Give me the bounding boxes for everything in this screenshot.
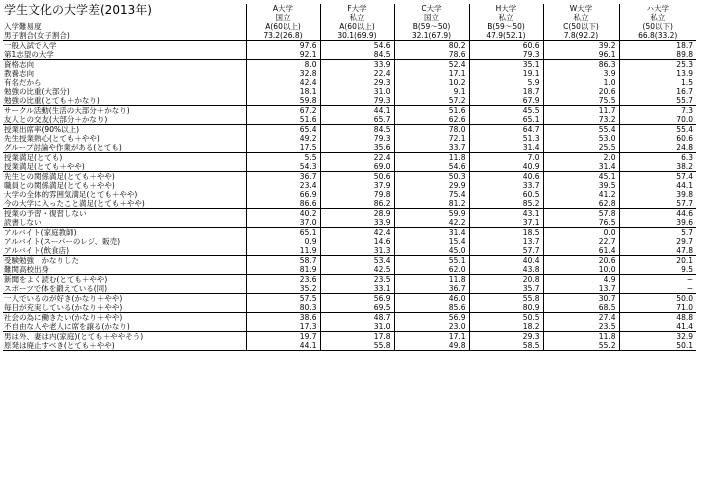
value-cell: 49.2	[246, 134, 320, 143]
table-row	[3, 313, 696, 323]
value-cell: 67.9	[469, 96, 543, 106]
university-type: 私立	[619, 13, 696, 22]
university-name: W大学	[543, 4, 619, 13]
value-cell: 60.6	[619, 134, 696, 143]
value-cell: 17.3	[246, 322, 320, 332]
table-row	[3, 332, 696, 342]
value-cell: 50.5	[469, 313, 543, 323]
value-cell: 35.2	[246, 284, 320, 294]
university-name: F大学	[320, 4, 394, 13]
row-label: 難関高校出身	[4, 265, 49, 274]
table-row	[3, 199, 696, 209]
value-cell: 38.2	[619, 162, 696, 172]
value-cell: 44.1	[619, 181, 696, 190]
value-cell: 17.1	[394, 332, 469, 342]
value-cell: 81.9	[246, 265, 320, 275]
value-cell: 64.7	[469, 125, 543, 135]
university-name: H大学	[469, 4, 543, 13]
value-cell: 35.7	[469, 284, 543, 294]
male-ratio: 66.8(33.2)	[619, 31, 696, 41]
male-ratio: 47.9(52.1)	[469, 31, 543, 41]
value-cell: 45.1	[543, 172, 619, 182]
row-label: 原発は廃止すべき(とても＋やや)	[3, 341, 246, 351]
value-cell: 18.1	[246, 87, 320, 96]
value-cell: 25.5	[543, 143, 619, 153]
value-cell: 16.7	[619, 87, 696, 96]
value-cell: 49.8	[394, 341, 469, 351]
value-cell: 65.1	[469, 115, 543, 125]
table-row	[3, 87, 696, 96]
value-cell: −	[619, 275, 696, 285]
value-cell: 45.0	[394, 246, 469, 256]
table-row	[3, 256, 696, 266]
value-cell: 38.6	[246, 313, 320, 323]
value-cell: 62.6	[394, 115, 469, 125]
value-cell: 13.9	[619, 69, 696, 78]
value-cell: 29.7	[619, 237, 696, 246]
value-cell: 55.4	[543, 125, 619, 135]
value-cell: 60.5	[469, 190, 543, 199]
row-label: 友人との交友(大部分＋かなり)	[4, 115, 108, 124]
value-cell: 92.1	[246, 50, 320, 60]
value-cell: 41.4	[619, 322, 696, 332]
value-cell: 31.4	[469, 143, 543, 153]
row-label: 先生授業熱心(とても＋やや)	[4, 134, 100, 143]
value-cell: 19.7	[246, 332, 320, 342]
value-cell: 13.7	[469, 237, 543, 246]
row-label: 読書しない	[4, 218, 42, 227]
row-label: 一般入試で入学	[3, 41, 246, 51]
value-cell: 14.6	[320, 237, 394, 246]
university-name: ハ大学	[619, 4, 696, 13]
table-row	[3, 218, 696, 228]
value-cell: 78.0	[394, 125, 469, 135]
value-cell: 11.8	[394, 275, 469, 285]
value-cell: 33.7	[469, 181, 543, 190]
table-row	[3, 143, 696, 153]
value-cell: 11.8	[543, 332, 619, 342]
value-cell: 46.0	[394, 294, 469, 304]
value-cell: 31.4	[394, 228, 469, 238]
university-rank: A(60以上)	[320, 22, 394, 31]
value-cell: 5.7	[619, 228, 696, 238]
value-cell: 57.7	[619, 199, 696, 209]
value-cell: 84.5	[320, 50, 394, 60]
value-cell: 22.4	[320, 153, 394, 163]
value-cell: 80.2	[394, 41, 469, 51]
value-cell: 56.9	[320, 294, 394, 304]
value-cell: 32.9	[619, 332, 696, 342]
table-row	[3, 69, 696, 78]
value-cell: 39.6	[619, 218, 696, 228]
value-cell: 36.7	[246, 172, 320, 182]
value-cell: 5.9	[469, 78, 543, 87]
value-cell: 33.9	[320, 60, 394, 70]
table-row	[3, 228, 696, 238]
value-cell: 24.8	[619, 143, 696, 153]
value-cell: 18.2	[469, 322, 543, 332]
university-type: 国立	[394, 13, 469, 22]
value-cell: 31.0	[320, 87, 394, 96]
row-label: 今の大学に入ったこと満足(とても＋やや)	[4, 199, 145, 208]
value-cell: 65.1	[246, 228, 320, 238]
value-cell: 23.5	[320, 275, 394, 285]
value-cell: 29.3	[469, 332, 543, 342]
table-row	[3, 96, 696, 106]
value-cell: 18.7	[619, 41, 696, 51]
value-cell: 56.9	[394, 313, 469, 323]
page-title: 学生文化の大学差(2013年)	[4, 3, 152, 17]
value-cell: 23.4	[246, 181, 320, 190]
value-cell: 79.3	[320, 134, 394, 143]
university-type: 国立	[246, 13, 320, 22]
row-label: 第1志望の大学	[4, 50, 54, 59]
table-row	[3, 237, 696, 246]
value-cell: 11.9	[246, 246, 320, 256]
value-cell: 70.0	[619, 115, 696, 125]
value-cell: 57.5	[246, 294, 320, 304]
value-cell: 68.5	[543, 303, 619, 313]
table-row	[3, 275, 696, 285]
male-ratio: 73.2(26.8)	[246, 31, 320, 41]
value-cell: 79.8	[320, 190, 394, 199]
value-cell: 81.2	[394, 199, 469, 209]
value-cell: 7.0	[469, 153, 543, 163]
value-cell: 20.1	[619, 256, 696, 266]
value-cell: 39.5	[543, 181, 619, 190]
value-cell: 23.0	[394, 322, 469, 332]
value-cell: 20.8	[469, 275, 543, 285]
value-cell: 7.3	[619, 106, 696, 116]
value-cell: 17.5	[246, 143, 320, 153]
value-cell: 50.0	[619, 294, 696, 304]
value-cell: 35.6	[320, 143, 394, 153]
value-cell: 39.8	[619, 190, 696, 199]
table-row	[3, 265, 696, 275]
table-row	[3, 106, 696, 116]
value-cell: 23.6	[246, 275, 320, 285]
value-cell: 1.5	[619, 78, 696, 87]
row-label: アルバイト(スーパーのレジ、販売)	[4, 237, 120, 246]
value-cell: 15.4	[394, 237, 469, 246]
value-cell: 31.4	[543, 162, 619, 172]
value-cell: 11.7	[543, 106, 619, 116]
university-type: 私立	[469, 13, 543, 22]
value-cell: 86.2	[320, 199, 394, 209]
rank-row-label: 入学難易度	[4, 22, 42, 31]
row-label: 一人でいるのが好き(かなり＋やや)	[3, 294, 246, 304]
value-cell: 65.7	[320, 115, 394, 125]
value-cell: 9.5	[619, 265, 696, 275]
university-rank: (50以下)	[619, 22, 696, 31]
value-cell: 96.1	[543, 50, 619, 60]
value-cell: 42.4	[320, 228, 394, 238]
value-cell: 86.3	[543, 60, 619, 70]
value-cell: 52.4	[394, 60, 469, 70]
value-cell: 31.0	[320, 322, 394, 332]
row-label: 男は外、妻は内(家庭)(とても＋ややそう)	[3, 332, 246, 342]
value-cell: 37.9	[320, 181, 394, 190]
value-cell: 80.3	[246, 303, 320, 313]
row-label: 新聞をよく読む(とても＋やや)	[3, 275, 246, 285]
value-cell: 19.1	[469, 69, 543, 78]
value-cell: 29.3	[320, 78, 394, 87]
value-cell: 57.4	[619, 172, 696, 182]
row-label: 勉強の比重(大部分)	[4, 87, 70, 96]
university-name: A大学	[246, 4, 320, 13]
table-row	[3, 341, 696, 351]
value-cell: 23.5	[543, 322, 619, 332]
university-rank: B(59〜50)	[469, 22, 543, 31]
row-label: アルバイト(家庭教師)	[3, 228, 246, 238]
value-cell: 55.4	[619, 125, 696, 135]
value-cell: 2.0	[543, 153, 619, 163]
row-label: 教養志向	[4, 69, 34, 78]
value-cell: 37.0	[246, 218, 320, 228]
table-row	[3, 294, 696, 304]
value-cell: 42.2	[394, 218, 469, 228]
male-ratio: 7.8(92.2)	[543, 31, 619, 41]
value-cell: 58.7	[246, 256, 320, 266]
row-label: 資格志向	[3, 60, 246, 70]
table-row	[3, 115, 696, 125]
value-cell: 28.9	[320, 209, 394, 219]
row-label: 職員との関係満足(とても＋やや)	[4, 181, 115, 190]
value-cell: 79.3	[469, 50, 543, 60]
value-cell: 18.7	[469, 87, 543, 96]
value-cell: 51.3	[469, 134, 543, 143]
ratio-row-label: 男子割合(女子割合)	[3, 31, 246, 41]
value-cell: 54.6	[394, 162, 469, 172]
row-label: 大学の全体的雰囲気満足(とても＋やや)	[4, 190, 138, 199]
table-row	[3, 322, 696, 332]
value-cell: 55.8	[469, 294, 543, 304]
value-cell: 59.8	[246, 96, 320, 106]
row-label: 社会の為に働きたい(かなり＋やや)	[3, 313, 246, 323]
male-ratio: 30.1(69.9)	[320, 31, 394, 41]
value-cell: 18.5	[469, 228, 543, 238]
value-cell: 69.5	[320, 303, 394, 313]
table-row	[3, 246, 696, 256]
comparison-table	[3, 4, 696, 351]
value-cell: 75.5	[543, 96, 619, 106]
value-cell: 32.8	[246, 69, 320, 78]
value-cell: 55.1	[394, 256, 469, 266]
value-cell: 17.1	[394, 69, 469, 78]
row-label: 授業満足(とても＋やや)	[4, 162, 85, 171]
value-cell: 69.0	[320, 162, 394, 172]
value-cell: 40.9	[469, 162, 543, 172]
value-cell: 36.7	[394, 284, 469, 294]
row-label: 授業満足(とても)	[3, 153, 246, 163]
table-row	[3, 41, 696, 51]
value-cell: 33.1	[320, 284, 394, 294]
value-cell: 76.5	[543, 218, 619, 228]
value-cell: 31.3	[320, 246, 394, 256]
value-cell: 57.8	[543, 209, 619, 219]
value-cell: 54.3	[246, 162, 320, 172]
value-cell: 44.1	[320, 106, 394, 116]
value-cell: 84.5	[320, 125, 394, 135]
row-label: 受験勉強 かなりした	[3, 256, 246, 266]
value-cell: 85.2	[469, 199, 543, 209]
table-row	[3, 125, 696, 135]
value-cell: 42.4	[246, 78, 320, 87]
value-cell: 85.6	[394, 303, 469, 313]
value-cell: 3.9	[543, 69, 619, 78]
value-cell: 30.7	[543, 294, 619, 304]
value-cell: 71.0	[619, 303, 696, 313]
table-row	[3, 172, 696, 182]
value-cell: 51.6	[246, 115, 320, 125]
table-row	[3, 153, 696, 163]
value-cell: 80.9	[469, 303, 543, 313]
value-cell: 75.4	[394, 190, 469, 199]
value-cell: 22.4	[320, 69, 394, 78]
value-cell: 37.1	[469, 218, 543, 228]
table-header	[3, 4, 696, 41]
value-cell: 40.6	[469, 172, 543, 182]
row-label: 勉強の比重(とても＋かなり)	[4, 96, 100, 105]
value-cell: 62.8	[543, 199, 619, 209]
value-cell: 39.2	[543, 41, 619, 51]
value-cell: 72.1	[394, 134, 469, 143]
value-cell: 57.7	[469, 246, 543, 256]
value-cell: 67.2	[246, 106, 320, 116]
value-cell: 57.2	[394, 96, 469, 106]
table-row	[3, 284, 696, 294]
value-cell: 5.5	[246, 153, 320, 163]
value-cell: 65.4	[246, 125, 320, 135]
value-cell: 1.0	[543, 78, 619, 87]
value-cell: 13.7	[543, 284, 619, 294]
table-row	[3, 60, 696, 70]
table-row	[3, 134, 696, 143]
value-cell: 50.3	[394, 172, 469, 182]
value-cell: 10.0	[543, 265, 619, 275]
value-cell: 47.8	[619, 246, 696, 256]
value-cell: 0.0	[543, 228, 619, 238]
value-cell: 53.0	[543, 134, 619, 143]
male-ratio: 32.1(67.9)	[394, 31, 469, 41]
value-cell: 33.9	[320, 218, 394, 228]
value-cell: 9.1	[394, 87, 469, 96]
value-cell: 44.6	[619, 209, 696, 219]
value-cell: 61.4	[543, 246, 619, 256]
value-cell: 48.8	[619, 313, 696, 323]
value-cell: 40.4	[469, 256, 543, 266]
university-type: 私立	[543, 13, 619, 22]
value-cell: 89.8	[619, 50, 696, 60]
value-cell: 27.4	[543, 313, 619, 323]
university-type: 私立	[320, 13, 394, 22]
value-cell: 40.2	[246, 209, 320, 219]
value-cell: 48.7	[320, 313, 394, 323]
value-cell: 59.9	[394, 209, 469, 219]
value-cell: 43.1	[469, 209, 543, 219]
table-row	[3, 209, 696, 219]
value-cell: 55.7	[619, 96, 696, 106]
value-cell: 4.9	[543, 275, 619, 285]
value-cell: 6.3	[619, 153, 696, 163]
value-cell: 0.9	[246, 237, 320, 246]
value-cell: 97.6	[246, 41, 320, 51]
value-cell: −	[619, 284, 696, 294]
value-cell: 17.8	[320, 332, 394, 342]
value-cell: 42.5	[320, 265, 394, 275]
value-cell: 78.6	[394, 50, 469, 60]
table-body	[3, 41, 696, 351]
value-cell: 53.4	[320, 256, 394, 266]
value-cell: 73.2	[543, 115, 619, 125]
table-row	[3, 190, 696, 199]
value-cell: 79.3	[320, 96, 394, 106]
value-cell: 50.1	[619, 341, 696, 351]
value-cell: 60.6	[469, 41, 543, 51]
value-cell: 50.6	[320, 172, 394, 182]
value-cell: 44.1	[246, 341, 320, 351]
university-rank: C(50以下)	[543, 22, 619, 31]
value-cell: 45.5	[469, 106, 543, 116]
row-label: 先生との関係満足(とても＋やや)	[3, 172, 246, 182]
university-name: C大学	[394, 4, 469, 13]
value-cell: 86.6	[246, 199, 320, 209]
value-cell: 35.1	[469, 60, 543, 70]
value-cell: 54.6	[320, 41, 394, 51]
table-row	[3, 181, 696, 190]
table-row	[3, 78, 696, 87]
row-label: 授業出席率(90%以上)	[3, 125, 246, 135]
value-cell: 62.0	[394, 265, 469, 275]
value-cell: 58.5	[469, 341, 543, 351]
table-row	[3, 303, 696, 313]
row-label: アルバイト(飲食店)	[4, 246, 70, 255]
value-cell: 43.8	[469, 265, 543, 275]
value-cell: 20.6	[543, 87, 619, 96]
value-cell: 55.8	[320, 341, 394, 351]
row-label: 授業の予習・復習しない	[3, 209, 246, 219]
table-row	[3, 162, 696, 172]
value-cell: 55.2	[543, 341, 619, 351]
row-label: サークル活動(生活の大部分＋かなり)	[3, 106, 246, 116]
row-label: 不自由な人や老人に席を譲る(かなり)	[4, 322, 130, 331]
value-cell: 8.0	[246, 60, 320, 70]
value-cell: 29.9	[394, 181, 469, 190]
table-row	[3, 50, 696, 60]
value-cell: 20.6	[543, 256, 619, 266]
row-label: グループ討論や作業がある(とても)	[4, 143, 122, 152]
value-cell: 51.6	[394, 106, 469, 116]
university-rank: B(59〜50)	[394, 22, 469, 31]
value-cell: 25.3	[619, 60, 696, 70]
value-cell: 10.2	[394, 78, 469, 87]
value-cell: 11.8	[394, 153, 469, 163]
value-cell: 33.7	[394, 143, 469, 153]
value-cell: 22.7	[543, 237, 619, 246]
row-label: 毎日が充実している(かなり＋やや)	[4, 303, 123, 312]
value-cell: 41.2	[543, 190, 619, 199]
row-label: スポーツで体を鍛えている(同)	[4, 284, 108, 293]
row-label: 有名だから	[4, 78, 42, 87]
value-cell: 66.9	[246, 190, 320, 199]
university-rank: A(60以上)	[246, 22, 320, 31]
